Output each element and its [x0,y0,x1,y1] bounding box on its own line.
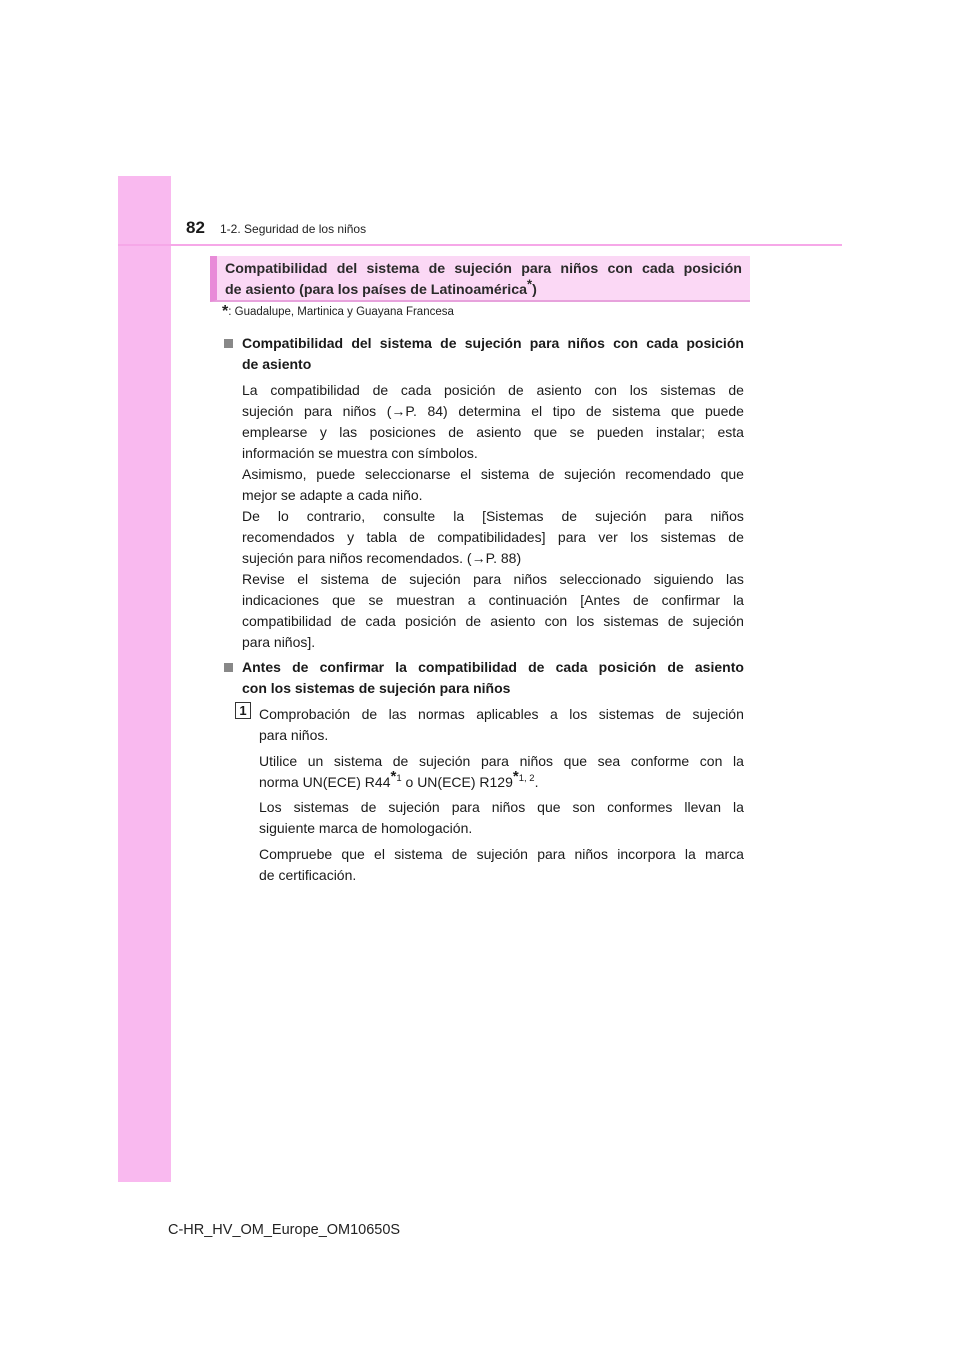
word: recomendado [625,466,711,482]
word: La [242,382,258,398]
word: con [613,335,638,351]
word: que [537,799,561,815]
paragraph-line: mejor se adapte a cada niño. [242,487,423,503]
word: Compruebe [259,846,333,862]
word: sistema [333,753,383,769]
word: para [451,799,480,815]
word: de [440,335,457,351]
word: consulte [383,508,436,524]
word: confirmar [661,592,721,608]
compatibility-paragraph [222,380,744,653]
word: a [550,706,558,722]
word: de [360,799,377,815]
word: de [528,659,545,675]
word: posiciones [369,424,436,440]
word: que [563,753,588,769]
word: a [467,592,476,608]
word: posición [444,382,496,398]
word: de [508,382,524,398]
word: se [569,424,585,440]
document-id: C-HR_HV_OM_Europe_OM10650S [168,1222,401,1238]
word: los [576,613,595,629]
word: para [521,261,552,277]
word: de [340,613,357,629]
word: Antes [242,659,281,675]
word: sistemas [660,382,716,398]
word: niños [574,846,608,862]
word: que [341,846,365,862]
word: de [561,508,578,524]
word: sujeción [242,403,294,419]
word: las [339,424,358,440]
paragraph-line [242,380,744,401]
word: de [372,382,389,398]
word: sistema [612,403,661,419]
word: posición [598,659,657,675]
word: Compatibilidad [242,335,344,351]
word: posición [683,261,742,277]
word: de [451,846,468,862]
step1-paragraph-1: Comprobación de las normas aplicables a los sistemas de sujeción para niños. [259,706,744,743]
paragraph-line [242,527,744,548]
pink-sidebar [118,176,171,1182]
section-heading-box [210,256,750,302]
paragraph-line [242,401,744,422]
word: la [733,592,744,608]
word: de [392,753,409,769]
step1-paragraph-2: Utilice un sistema de sujeción para niños que sea conforme con la norma UN(ECE) R44$^{*1}$ o UN(ECE) R129$^{*1, 2}$. [259,753,744,790]
word: niños [567,335,605,351]
word: que [533,424,558,440]
word: asiento [490,613,536,629]
word: conforme [630,753,690,769]
word: seleccionarse [364,466,451,482]
section-heading-line1 [225,259,742,280]
word: de [665,706,682,722]
word: se [368,592,384,608]
word: indicaciones [242,592,320,608]
word: (→P. [386,403,417,419]
word: para [473,571,502,587]
word: que [332,592,356,608]
word: sujeción [476,846,528,862]
word: para [557,529,586,545]
word: sistemas [293,799,349,815]
word: niños [342,403,377,419]
word: Revise [242,571,285,587]
word: sujeción [692,613,744,629]
word: recomendados [242,529,335,545]
word: sea [597,753,621,769]
word: los [630,529,649,545]
word: posición [686,335,744,351]
word: sistema [366,261,420,277]
word: Comprobación [259,706,351,722]
before-confirm-heading: Antes de confirmar la compatibilidad de cada posición de asiento con los sistemas de sujeción para niños [222,657,744,699]
word: tipo [552,403,576,419]
word: niños [710,508,744,524]
word: cada [555,659,588,675]
word: sistemas [603,613,659,629]
word: sistema [379,335,432,351]
word: del [351,335,372,351]
word: con [699,753,723,769]
word: tabla [366,529,397,545]
section-title: 1-2. Seguridad de los niños [220,222,367,236]
section-heading-line2: de asiento (para los países de Latinoamérica*) [225,276,537,298]
word: de [667,659,684,675]
word: de [381,571,397,587]
word: de [633,592,649,608]
word: [Sistemas [482,508,544,524]
page-number: 82 [186,218,205,237]
word: niños [560,261,599,277]
word: para [537,846,566,862]
word: compatibilidades] [437,529,546,545]
word: normas [418,706,465,722]
word: para [529,335,560,351]
word: sujeción [418,753,471,769]
word: cada [400,382,432,398]
word: muestran [396,592,455,608]
word: cada [365,613,396,629]
bullet-square-icon [224,663,233,672]
word: para [480,753,509,769]
paragraph-line: para niños]. [242,634,316,650]
word: niños [491,799,526,815]
word: de [409,529,425,545]
word: los [629,382,648,398]
word: sujeción [595,508,647,524]
word: sujeción [454,261,512,277]
word: cada [646,335,679,351]
word: niños [513,571,548,587]
word: emplearse [242,424,308,440]
word: llevan [684,799,722,815]
word: que [671,403,695,419]
word: de [538,466,555,482]
word: y [347,529,355,545]
paragraph-line: información se muestra con símbolos. [242,445,478,461]
word: Utilice [259,753,298,769]
word: el [374,846,385,862]
word: compatibilidad [418,659,517,675]
word: sujeción [564,466,616,482]
word: de [292,659,309,675]
word: son [572,799,596,815]
header-divider [118,244,842,246]
word: de [361,706,378,722]
word: el [460,466,472,482]
word: la [395,659,407,675]
step1-paragraph-4: Compruebe que el sistema de sujeción para niños incorpora la marca de certificación. [259,846,744,883]
word: determina [458,403,521,419]
word: para [664,508,693,524]
word: asiento [476,424,522,440]
word: incorpora [617,846,676,862]
word: sistemas [660,529,716,545]
word: sujeción [692,706,744,722]
word: Compatibilidad [225,261,328,277]
paragraph-line: sujeción para niños recomendados. (→P. 88) [242,550,522,566]
word: puede [705,403,744,419]
word: [Antes [580,592,620,608]
word: compatibilidad [242,613,332,629]
footnote-star: * [527,276,533,292]
word: de [465,613,482,629]
word: aplicables [476,706,539,722]
word: ver [598,529,618,545]
paragraph-line [242,590,744,611]
word: continuación [488,592,568,608]
word: posición [404,613,457,629]
word: la [732,753,744,769]
word: sujeción [388,799,440,815]
paragraph-line [242,569,744,590]
word: sujeción [409,571,461,587]
word: la [733,799,744,815]
word: las [726,571,744,587]
word: de [728,382,744,398]
word: con [607,261,633,277]
step1-paragraph-3: Los sistemas de sujeción para niños que son conformes llevan la siguiente marca de homologación. [259,799,744,836]
word: compatibilidad [270,382,360,398]
word: la [684,846,696,862]
word: siguiendo [653,571,714,587]
word: del [336,261,358,277]
footnote: *: Guadalupe, Martinica y Guayana Francesa [222,303,454,320]
word: sujeción [464,335,522,351]
word: de [448,424,464,440]
word: Los [259,799,282,815]
word: sistema [320,571,369,587]
word: un [307,753,324,769]
word: puede [316,466,356,482]
word: y [319,424,327,440]
step-number-1: 1 [235,702,251,719]
paragraph-line [242,464,744,485]
word: niños [519,753,554,769]
word: asiento [694,659,744,675]
word: los [569,706,588,722]
word: De [242,508,260,524]
paragraph-line [242,506,744,527]
word: esta [717,424,744,440]
word: instalar; [655,424,706,440]
word: pueden [596,424,644,440]
word: sistemas [598,706,654,722]
word: lo [277,508,289,524]
word: con [544,613,568,629]
word: sistema [480,466,530,482]
word: asiento [536,382,582,398]
word: el [531,403,543,419]
word: de [728,529,744,545]
word: seleccionado [559,571,642,587]
word: marca [705,846,744,862]
word: sistema [394,846,443,862]
word: que [720,466,744,482]
paragraph-line [242,422,744,443]
word: para [304,403,333,419]
word: conformes [607,799,673,815]
compatibility-heading: Compatibilidad del sistema de sujeción para niños con cada posición de asiento [222,333,744,375]
word: Asimismo, [242,466,307,482]
word: de [428,261,446,277]
word: 84) [427,403,448,419]
word: cada [641,261,675,277]
paragraph-line [242,611,744,632]
word: las [388,706,407,722]
word: la [453,508,465,524]
word: contrario, [306,508,366,524]
word: el [297,571,309,587]
bullet-square-icon [224,339,233,348]
word: con [594,382,617,398]
word: de [585,403,602,419]
word: confirmar [319,659,385,675]
word: de [667,613,684,629]
